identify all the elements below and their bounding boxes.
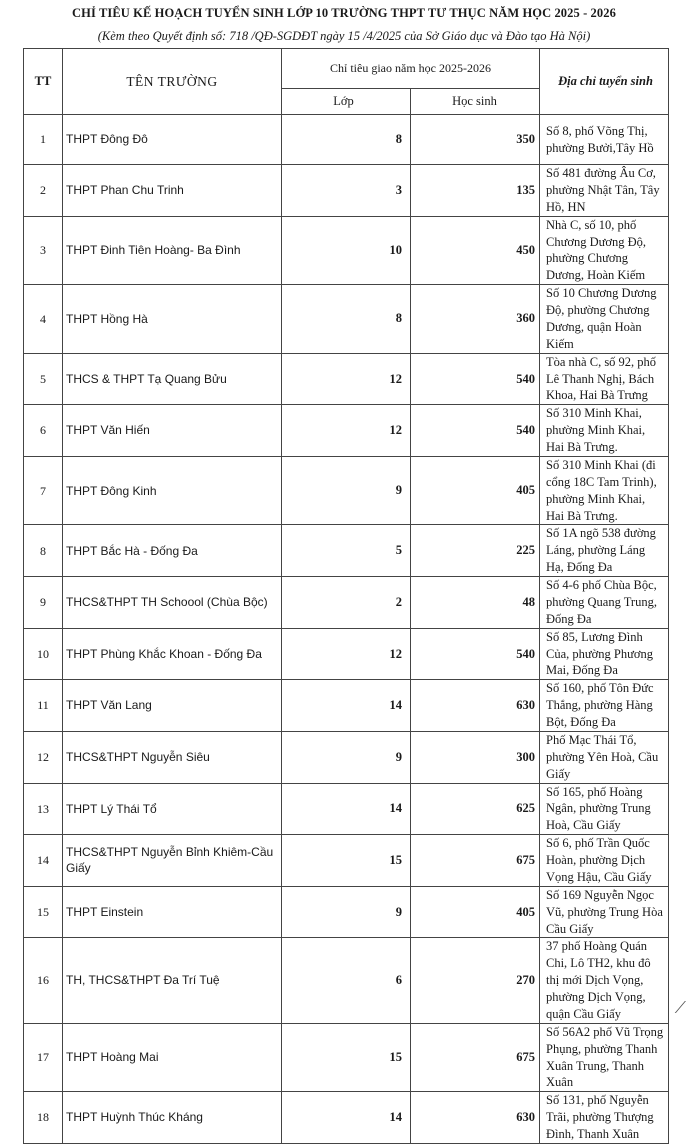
row-address: 37 phố Hoàng Quán Chi, Lô TH2, khu đô thị mới Dịch Vọng, phường Dịch Vọng, quận Cầu Giấy (540, 938, 669, 1023)
table-row (24, 115, 669, 165)
row-school-name: THPT Đông Đô (63, 115, 282, 165)
row-school-name: THPT Einstein (63, 886, 282, 938)
row-tt: 14 (24, 835, 63, 887)
header-tt: TT (24, 49, 63, 115)
row-school-name: THPT Huỳnh Thúc Kháng (63, 1092, 282, 1144)
row-students: 625 (411, 783, 540, 835)
row-school-name: THPT Hồng Hà (63, 285, 282, 354)
header-address: Địa chỉ tuyển sinh (540, 49, 669, 115)
row-classes: 12 (282, 405, 411, 457)
row-classes: 9 (282, 731, 411, 783)
row-tt: 6 (24, 405, 63, 457)
row-tt: 18 (24, 1092, 63, 1144)
row-address: Số 8, phố Võng Thị, phường Bưởi,Tây Hồ (540, 115, 669, 165)
row-classes: 8 (282, 285, 411, 354)
row-address: Số 310 Minh Khai (đi cổng 18C Tam Trinh), phường Minh Khai, Hai Bà Trưng. (540, 456, 669, 525)
table-row (24, 835, 669, 887)
row-classes: 15 (282, 835, 411, 887)
row-classes: 10 (282, 216, 411, 285)
row-school-name: THPT Văn Lang (63, 680, 282, 732)
admission-quota-table (23, 48, 669, 1144)
row-tt: 7 (24, 456, 63, 525)
row-classes: 8 (282, 115, 411, 165)
table-row (24, 165, 669, 217)
document-subtitle: (Kèm theo Quyết định số: 718 /QĐ-SGDĐT ngày 15 /4/2025 của Sở Giáo dục và Đào tạo Hà Nội) (97, 29, 591, 43)
header-school-name: TÊN TRƯỜNG (63, 49, 282, 115)
row-tt: 8 (24, 525, 63, 577)
row-students: 405 (411, 886, 540, 938)
table-row (24, 456, 669, 525)
header-classes: Lớp (282, 89, 411, 115)
row-school-name: THPT Bắc Hà - Đống Đa (63, 525, 282, 577)
table-row (24, 285, 669, 354)
table-row (24, 353, 669, 405)
row-classes: 3 (282, 165, 411, 217)
row-address: Phố Mạc Thái Tổ, phường Yên Hoà, Cầu Giấy (540, 731, 669, 783)
row-tt: 12 (24, 731, 63, 783)
row-tt: 17 (24, 1023, 63, 1092)
row-students: 540 (411, 628, 540, 680)
table-body (24, 115, 669, 1144)
row-students: 540 (411, 353, 540, 405)
row-address: Số 481 đường Âu Cơ, phường Nhật Tân, Tây Hồ, HN (540, 165, 669, 217)
row-classes: 12 (282, 353, 411, 405)
table-row (24, 628, 669, 680)
row-tt: 13 (24, 783, 63, 835)
row-tt: 11 (24, 680, 63, 732)
row-school-name: TH, THCS&THPT Đa Trí Tuệ (63, 938, 282, 1023)
row-school-name: THPT Hoàng Mai (63, 1023, 282, 1092)
row-school-name: THPT Lý Thái Tổ (63, 783, 282, 835)
row-address: Số 310 Minh Khai, phường Minh Khai, Hai Bà Trưng. (540, 405, 669, 457)
row-address: Số 85, Lương Đình Của, phường Phương Mai, Đống Đa (540, 628, 669, 680)
row-address: Số 160, phố Tôn Đức Thắng, phường Hàng Bột, Đống Đa (540, 680, 669, 732)
table-row (24, 1092, 669, 1144)
row-address: Số 131, phố Nguyễn Trãi, phường Thượng Đình, Thanh Xuân (540, 1092, 669, 1144)
row-tt: 3 (24, 216, 63, 285)
row-address: Số 169 Nguyễn Ngọc Vũ, phường Trung Hòa Cầu Giấy (540, 886, 669, 938)
row-school-name: THCS & THPT Tạ Quang Bửu (63, 353, 282, 405)
row-students: 270 (411, 938, 540, 1023)
row-students: 350 (411, 115, 540, 165)
row-school-name: THCS&THPT TH Schoool (Chùa Bộc) (63, 577, 282, 629)
row-school-name: THPT Đông Kinh (63, 456, 282, 525)
table-row (24, 216, 669, 285)
row-school-name: THPT Văn Hiến (63, 405, 282, 457)
row-address: Tòa nhà C, số 92, phố Lê Thanh Nghị, Bách Khoa, Hai Bà Trưng (540, 353, 669, 405)
table-row (24, 680, 669, 732)
table-row (24, 405, 669, 457)
row-address: Số 4-6 phố Chùa Bộc, phường Quang Trung, Đống Đa (540, 577, 669, 629)
row-students: 48 (411, 577, 540, 629)
row-classes: 12 (282, 628, 411, 680)
row-school-name: THPT Phan Chu Trinh (63, 165, 282, 217)
document-title: CHỈ TIÊU KẾ HOẠCH TUYỂN SINH LỚP 10 TRƯỜNG THPT TƯ THỤC NĂM HỌC 2025 - 2026 (72, 6, 616, 20)
row-students: 135 (411, 165, 540, 217)
row-students: 630 (411, 1092, 540, 1144)
table-row (24, 525, 669, 577)
row-classes: 6 (282, 938, 411, 1023)
row-classes: 14 (282, 783, 411, 835)
row-address: Số 1A ngõ 538 đường Láng, phường Láng Hạ, Đống Đa (540, 525, 669, 577)
table-row (24, 783, 669, 835)
row-classes: 9 (282, 456, 411, 525)
row-address: Số 6, phố Trần Quốc Hoàn, phường Dịch Vọng Hậu, Cầu Giấy (540, 835, 669, 887)
row-address: Số 56A2 phố Vũ Trọng Phụng, phường Thanh Xuân Trung, Thanh Xuân (540, 1023, 669, 1092)
table-row (24, 886, 669, 938)
row-students: 675 (411, 1023, 540, 1092)
row-classes: 9 (282, 886, 411, 938)
table-row (24, 938, 669, 1023)
row-tt: 9 (24, 577, 63, 629)
header-quota: Chỉ tiêu giao năm học 2025-2026 (282, 49, 540, 89)
row-students: 405 (411, 456, 540, 525)
row-students: 300 (411, 731, 540, 783)
row-address: Số 165, phố Hoàng Ngân, phường Trung Hoà, Cầu Giấy (540, 783, 669, 835)
row-tt: 4 (24, 285, 63, 354)
row-tt: 2 (24, 165, 63, 217)
row-school-name: THPT Phùng Khắc Khoan - Đống Đa (63, 628, 282, 680)
row-classes: 15 (282, 1023, 411, 1092)
row-students: 630 (411, 680, 540, 732)
row-classes: 5 (282, 525, 411, 577)
pen-mark: ⟋ (674, 1000, 686, 1017)
row-tt: 1 (24, 115, 63, 165)
header-students: Học sinh (411, 89, 540, 115)
row-tt: 5 (24, 353, 63, 405)
row-tt: 15 (24, 886, 63, 938)
row-address: Số 10 Chương Dương Độ, phường Chương Dương, quận Hoàn Kiếm (540, 285, 669, 354)
row-classes: 14 (282, 680, 411, 732)
row-classes: 14 (282, 1092, 411, 1144)
row-students: 450 (411, 216, 540, 285)
row-tt: 16 (24, 938, 63, 1023)
table-row (24, 1023, 669, 1092)
row-students: 540 (411, 405, 540, 457)
row-school-name: THCS&THPT Nguyễn Bỉnh Khiêm-Cầu Giấy (63, 835, 282, 887)
row-students: 360 (411, 285, 540, 354)
row-school-name: THCS&THPT Nguyễn Siêu (63, 731, 282, 783)
row-students: 225 (411, 525, 540, 577)
row-classes: 2 (282, 577, 411, 629)
row-tt: 10 (24, 628, 63, 680)
row-students: 675 (411, 835, 540, 887)
row-address: Nhà C, số 10, phố Chương Dương Độ, phường Chương Dương, Hoàn Kiếm (540, 216, 669, 285)
row-school-name: THPT Đinh Tiên Hoàng- Ba Đình (63, 216, 282, 285)
table-row (24, 731, 669, 783)
table-row (24, 577, 669, 629)
